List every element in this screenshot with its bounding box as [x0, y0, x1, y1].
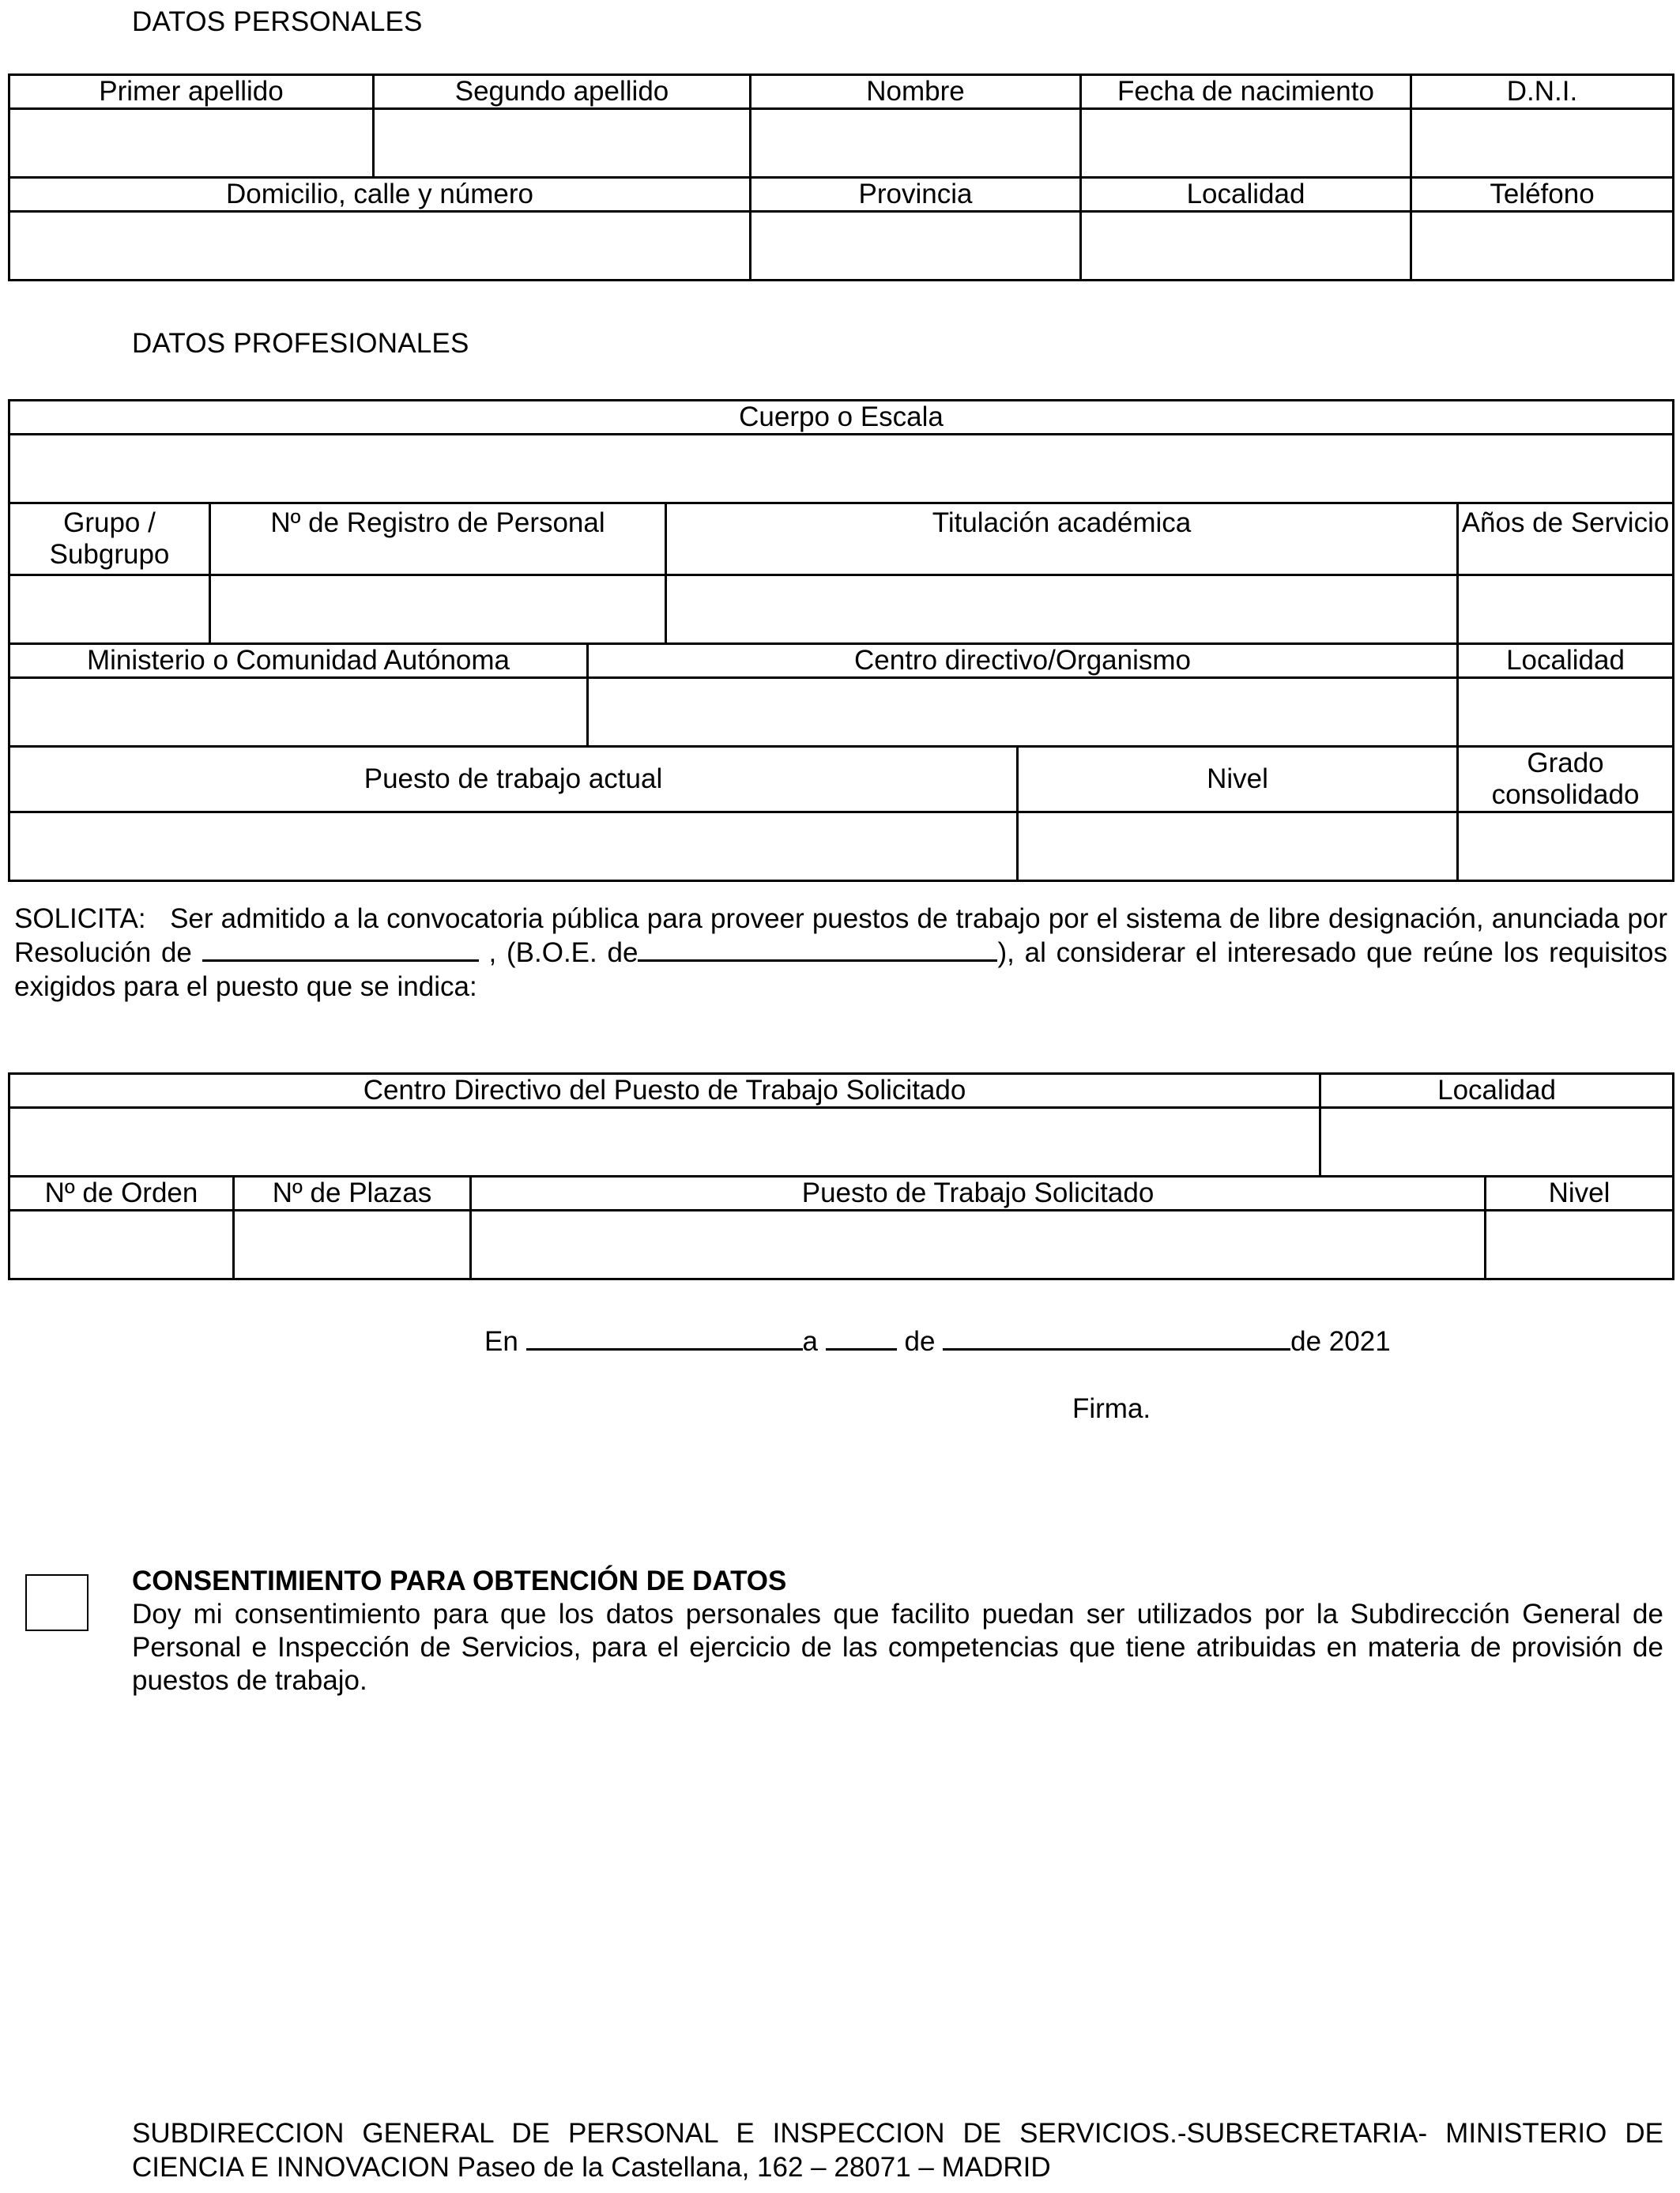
- field-cuerpo-escala[interactable]: [9, 435, 1674, 503]
- month-blank[interactable]: [943, 1324, 1290, 1351]
- resolucion-date-blank[interactable]: [202, 936, 479, 962]
- label-primer-apellido: Primer apellido: [9, 75, 374, 109]
- field-grado-consolidado[interactable]: [1458, 812, 1674, 881]
- field-domicilio[interactable]: [9, 212, 751, 281]
- field-primer-apellido[interactable]: [9, 109, 374, 178]
- field-ministerio[interactable]: [9, 678, 588, 747]
- field-localidad[interactable]: [1081, 212, 1411, 281]
- field-numero-plazas[interactable]: [234, 1211, 471, 1279]
- consent-block: [132, 1565, 1663, 1698]
- label-de: de: [904, 1326, 936, 1357]
- field-puesto-solicitado[interactable]: [471, 1211, 1486, 1279]
- label-grado-consolidado: Grado consolidado: [1458, 747, 1674, 812]
- label-anos-servicio: Años de Servicio: [1458, 503, 1674, 575]
- firma-label: Firma.: [1072, 1393, 1151, 1424]
- consent-title: CONSENTIMIENTO PARA OBTENCIÓN DE DATOS: [132, 1566, 787, 1596]
- label-localidad-solicitada: Localidad: [1320, 1074, 1674, 1108]
- label-numero-plazas: Nº de Plazas: [234, 1177, 471, 1211]
- day-blank[interactable]: [826, 1324, 897, 1351]
- requested-position-table: [8, 1072, 1674, 1280]
- footer-address: SUBDIRECCION GENERAL DE PERSONAL E INSPECCION DE SERVICIOS.-SUBSECRETARIA- MINISTERIO DE CIENCIA E INNOVACION Paseo de la Castellana, 162 – 28071 – MADRID: [132, 2118, 1663, 2183]
- field-nivel[interactable]: [1018, 812, 1458, 881]
- label-localidad: Localidad: [1081, 178, 1411, 212]
- solicita-text-2: , (B.O.E. de: [488, 937, 638, 968]
- field-registro-personal[interactable]: [210, 575, 666, 644]
- signature-date-line: [484, 1324, 1391, 1358]
- label-telefono: Teléfono: [1411, 178, 1674, 212]
- label-titulacion: Titulación académica: [666, 503, 1458, 575]
- label-ministerio: Ministerio o Comunidad Autónoma: [9, 644, 588, 678]
- field-centro-directivo-solicitado[interactable]: [9, 1108, 1320, 1177]
- label-numero-orden: Nº de Orden: [9, 1177, 234, 1211]
- place-blank[interactable]: [526, 1324, 803, 1351]
- solicita-text-3: ), al considerar el interesado que reúne los requisitos exigidos para el puesto que se indica:: [14, 937, 1667, 1002]
- field-puesto-actual[interactable]: [9, 812, 1018, 881]
- label-grupo-line1: Grupo /: [63, 507, 156, 538]
- field-localidad-solicitada[interactable]: [1320, 1108, 1674, 1177]
- field-nombre[interactable]: [751, 109, 1081, 178]
- label-puesto-actual: Puesto de trabajo actual: [9, 747, 1018, 812]
- field-grupo-subgrupo[interactable]: [9, 575, 210, 644]
- field-anos-servicio[interactable]: [1458, 575, 1674, 644]
- section-heading-datos-profesionales: DATOS PROFESIONALES: [132, 328, 469, 359]
- label-centro-directivo: Centro directivo/Organismo: [588, 644, 1458, 678]
- field-fecha-nacimiento[interactable]: [1081, 109, 1411, 178]
- field-localidad-prof[interactable]: [1458, 678, 1674, 747]
- label-grupo-line2: Subgrupo: [49, 539, 170, 570]
- field-numero-orden[interactable]: [9, 1211, 234, 1279]
- solicita-paragraph: [14, 902, 1667, 1004]
- personal-data-table: [8, 73, 1674, 281]
- field-centro-directivo[interactable]: [588, 678, 1458, 747]
- label-provincia: Provincia: [751, 178, 1081, 212]
- professional-data-table: [8, 399, 1674, 882]
- label-centro-directivo-solicitado: Centro Directivo del Puesto de Trabajo Solicitado: [9, 1074, 1320, 1108]
- label-cuerpo-escala: Cuerpo o Escala: [9, 401, 1674, 435]
- label-segundo-apellido: Segundo apellido: [374, 75, 751, 109]
- consent-checkbox[interactable]: [25, 1574, 89, 1631]
- consent-text: Doy mi consentimiento para que los datos personales que facilito puedan ser utilizados por la Subdirección General de Personal e Inspección de Servicios, para el ejercicio de las competencias que tiene atribuidas en materia de provisión de puestos de trabajo.: [132, 1599, 1663, 1696]
- field-provincia[interactable]: [751, 212, 1081, 281]
- label-localidad-prof: Localidad: [1458, 644, 1674, 678]
- label-nivel-solicitado: Nivel: [1486, 1177, 1674, 1211]
- label-fecha-nacimiento: Fecha de nacimiento: [1081, 75, 1411, 109]
- label-registro-personal: Nº de Registro de Personal: [210, 503, 666, 575]
- solicita-label: SOLICITA:: [14, 903, 146, 934]
- label-nombre: Nombre: [751, 75, 1081, 109]
- section-heading-datos-personales: DATOS PERSONALES: [132, 6, 423, 37]
- field-titulacion[interactable]: [666, 575, 1458, 644]
- field-nivel-solicitado[interactable]: [1486, 1211, 1674, 1279]
- label-a: a: [802, 1326, 819, 1357]
- label-puesto-solicitado: Puesto de Trabajo Solicitado: [471, 1177, 1486, 1211]
- field-dni[interactable]: [1411, 109, 1674, 178]
- field-telefono[interactable]: [1411, 212, 1674, 281]
- label-dni: D.N.I.: [1411, 75, 1674, 109]
- label-en: En: [484, 1326, 518, 1357]
- label-nivel: Nivel: [1018, 747, 1458, 812]
- label-year: de 2021: [1290, 1326, 1391, 1357]
- solicita-text-1: Ser admitido a la convocatoria pública para proveer puestos de trabajo por el sistema de libre designación, anunciada por Resolución de: [14, 903, 1667, 968]
- boe-date-blank[interactable]: [638, 936, 997, 962]
- field-segundo-apellido[interactable]: [374, 109, 751, 178]
- label-domicilio: Domicilio, calle y número: [9, 178, 751, 212]
- label-grupo-subgrupo: [9, 503, 210, 575]
